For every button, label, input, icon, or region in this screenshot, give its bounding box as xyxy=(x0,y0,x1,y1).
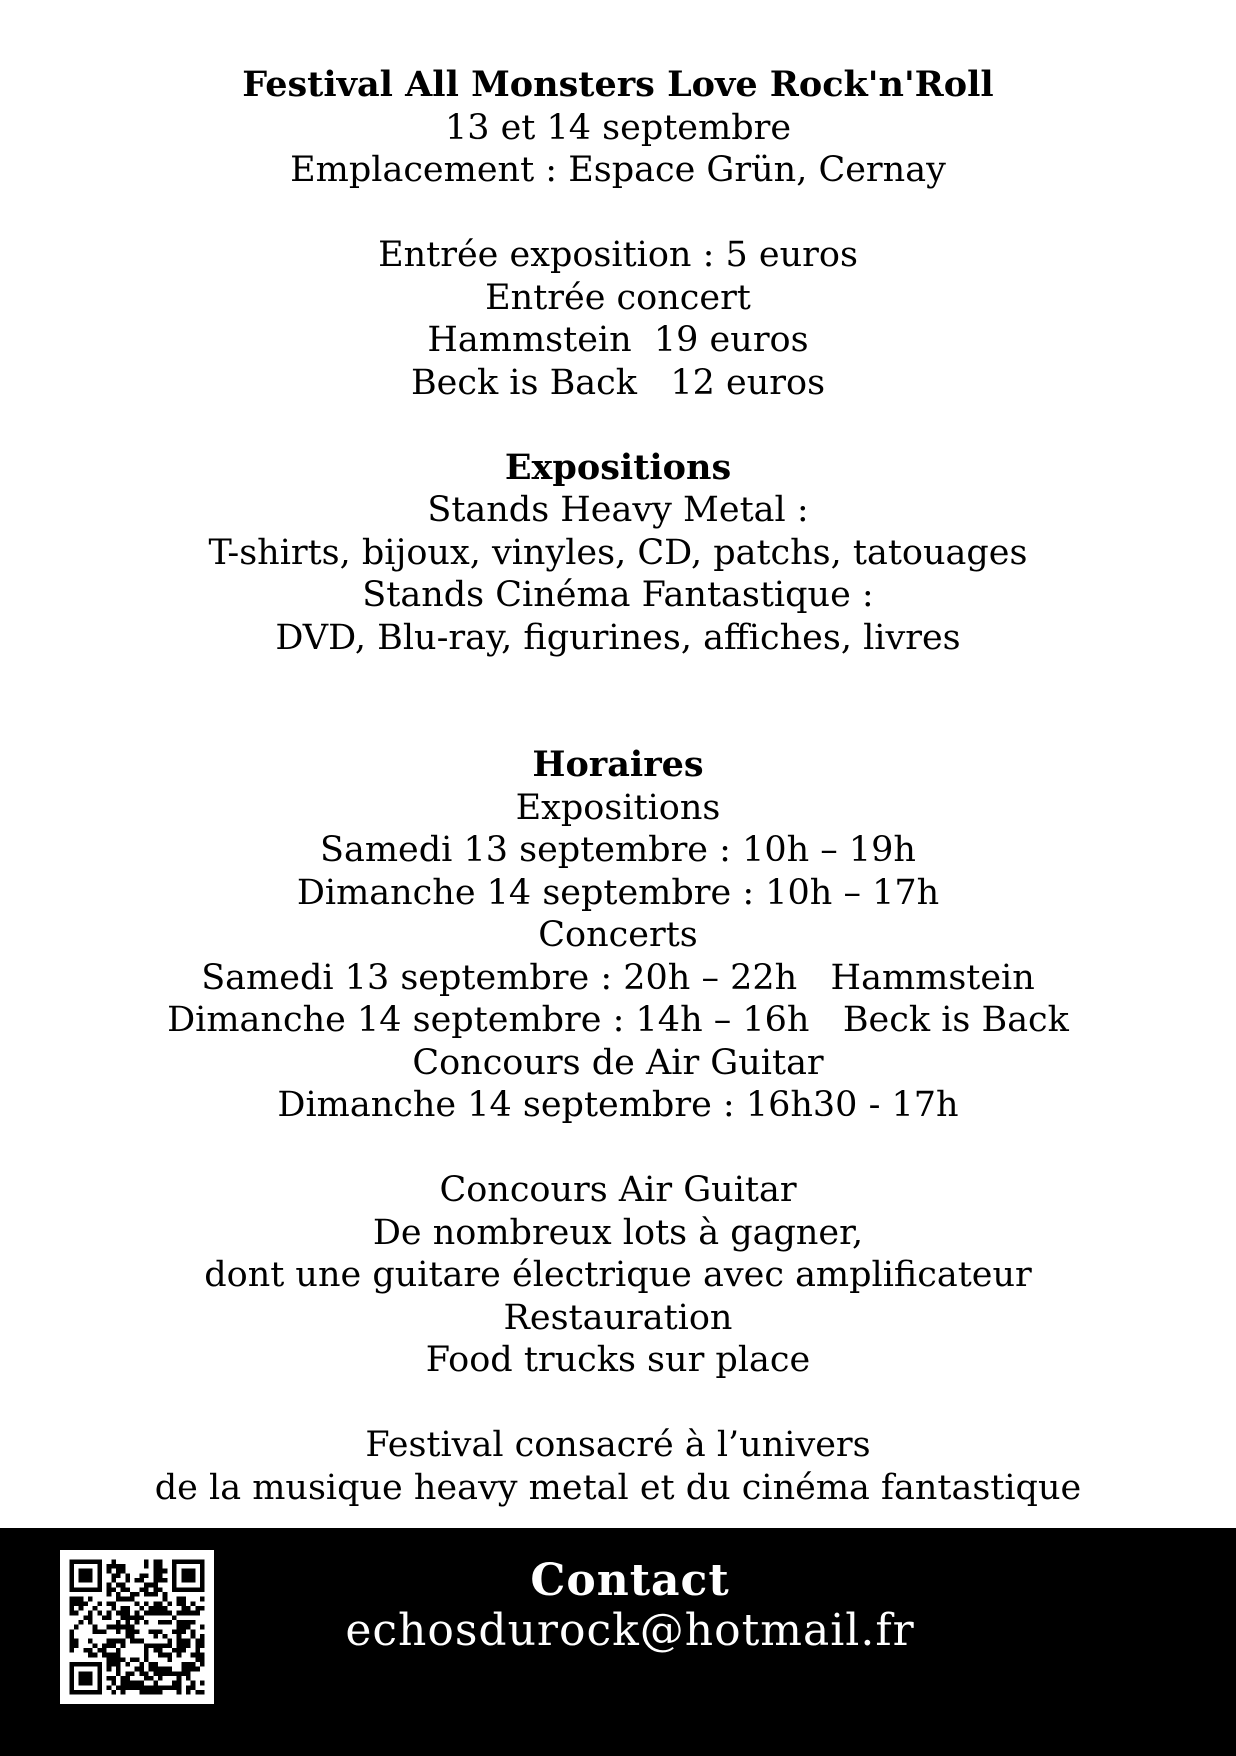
about-line-2: de la musique heavy metal et du cinéma fantastique xyxy=(154,1467,1082,1508)
qr-code-icon[interactable] xyxy=(60,1550,214,1704)
horaires-concerts-label: Concerts xyxy=(538,915,698,955)
horaires-air-time: Dimanche 14 septembre : 16h30 - 17h xyxy=(277,1085,959,1125)
horaires-expo-sat: Samedi 13 septembre : 10h – 19h xyxy=(320,830,916,870)
horaires-air-label: Concours de Air Guitar xyxy=(412,1042,824,1083)
price-beck: Beck is Back 12 euros xyxy=(410,362,826,403)
horaires-expo-sun: Dimanche 14 septembre : 10h – 17h xyxy=(296,872,940,913)
cinema-stands-label: Stands Cinéma Fantastique : xyxy=(362,575,874,615)
horaires-concert-sat: Samedi 13 septembre : 20h – 22h Hammstein xyxy=(201,957,1035,998)
restauration-label: Restauration xyxy=(503,1297,733,1338)
festival-dates: 13 et 14 septembre xyxy=(444,107,792,148)
cinema-stands-items: DVD, Blu-ray, figurines, affiches, livres xyxy=(275,617,961,658)
event-details xyxy=(0,64,1236,1509)
price-concert-label: Entrée concert xyxy=(485,277,751,318)
contact-footer xyxy=(0,1528,1236,1756)
contact-block xyxy=(240,1556,1020,1656)
price-hammstein: Hammstein 19 euros xyxy=(427,320,809,360)
metal-stands-label: Stands Heavy Metal : xyxy=(427,490,809,530)
horaires-expo-label: Expositions xyxy=(515,787,721,828)
horaires-concert-sun: Dimanche 14 septembre : 14h – 16h Beck is Back xyxy=(167,1000,1069,1040)
food-trucks-line: Food trucks sur place xyxy=(425,1340,811,1380)
price-expo: Entrée exposition : 5 euros xyxy=(378,235,858,275)
contact-email[interactable]: echosdurock@hotmail.fr xyxy=(345,1605,915,1656)
festival-title: Festival All Monsters Love Rock'n'Roll xyxy=(242,64,994,105)
festival-location: Emplacement : Espace Grün, Cernay xyxy=(290,150,946,190)
horaires-heading: Horaires xyxy=(532,744,704,785)
prizes-line: De nombreux lots à gagner, xyxy=(372,1212,864,1253)
about-line-1: Festival consacré à l’univers xyxy=(365,1425,871,1465)
guitar-prize-line: dont une guitare électrique avec amplificateur xyxy=(204,1255,1032,1295)
expositions-heading: Expositions xyxy=(504,446,732,488)
metal-stands-items: T-shirts, bijoux, vinyles, CD, patchs, tatouages xyxy=(208,532,1028,573)
air-guitar-heading: Concours Air Guitar xyxy=(439,1170,797,1210)
contact-label: Contact xyxy=(530,1555,730,1606)
